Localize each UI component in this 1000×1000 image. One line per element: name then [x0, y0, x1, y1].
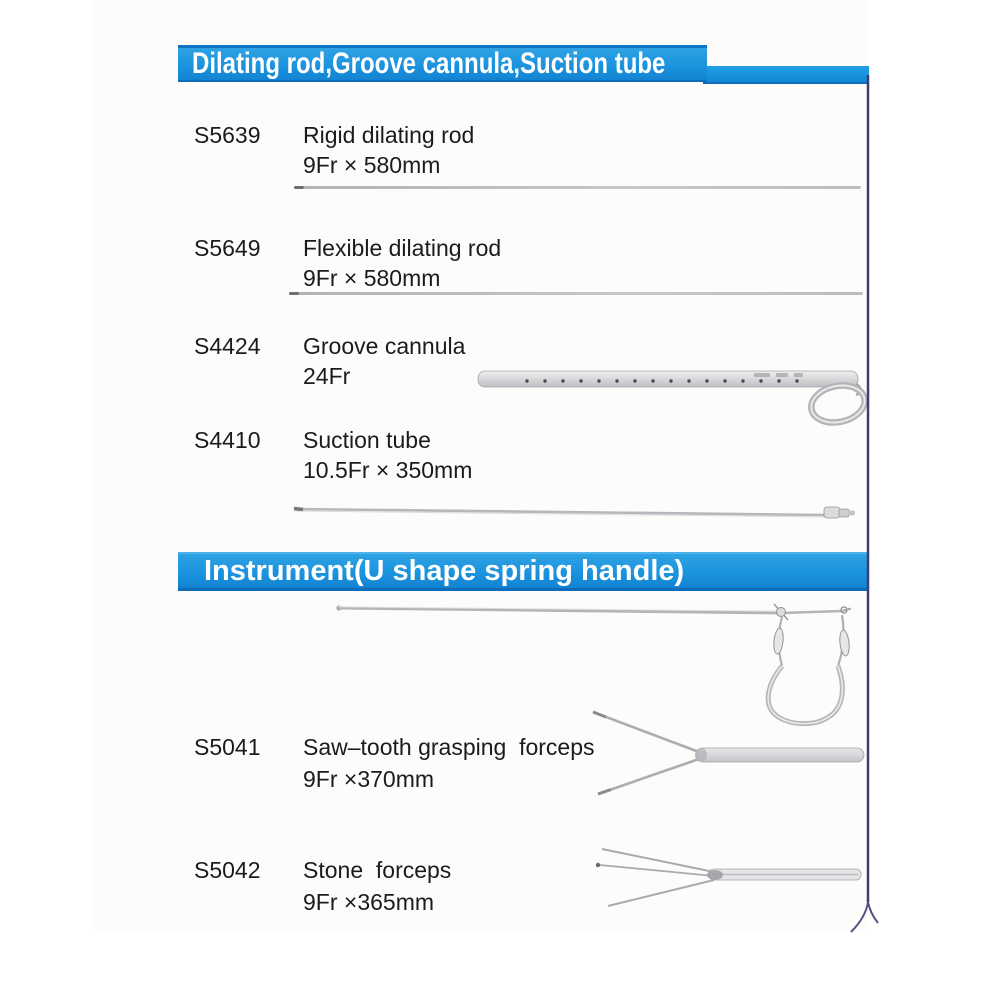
- section-header-dilating-label: Dilating rod,Groove cannula,Suction tube: [192, 47, 666, 80]
- section-header-dilating: [178, 45, 707, 82]
- product-name: Flexible dilating rod: [303, 235, 502, 261]
- product-name: Saw–tooth grasping forceps: [303, 734, 595, 760]
- product-spec: 9Fr × 580mm: [303, 265, 441, 291]
- header-bar-extension: [703, 66, 869, 84]
- product-code: S5649: [194, 235, 261, 261]
- section-header-instrument: [178, 552, 868, 591]
- product-name: Groove cannula: [303, 333, 466, 359]
- stone-forceps-image: [592, 836, 876, 920]
- product-name: Suction tube: [303, 427, 431, 453]
- saw-tooth-grasping-forceps-image: [585, 703, 877, 801]
- product-name: Rigid dilating rod: [303, 122, 475, 148]
- groove-cannula-image: [468, 362, 870, 428]
- product-spec: 9Fr × 580mm: [303, 152, 441, 178]
- section-header-instrument-label: Instrument(U shape spring handle): [204, 554, 685, 587]
- suction-tube-image: [288, 496, 870, 530]
- flexible-dilating-rod-image: [289, 292, 863, 295]
- product-code: S4410: [194, 427, 261, 453]
- product-code: S5042: [194, 857, 261, 883]
- product-code: S5639: [194, 122, 261, 148]
- product-code: S4424: [194, 333, 261, 359]
- product-spec: 24Fr: [303, 363, 351, 389]
- product-spec: 9Fr ×365mm: [303, 889, 435, 915]
- product-name: Stone forceps: [303, 857, 452, 883]
- product-spec: 9Fr ×370mm: [303, 766, 435, 792]
- product-code: S5041: [194, 734, 261, 760]
- rigid-dilating-rod-image: [294, 186, 861, 189]
- product-spec: 10.5Fr × 350mm: [303, 457, 473, 483]
- page-fold-line: [848, 70, 888, 942]
